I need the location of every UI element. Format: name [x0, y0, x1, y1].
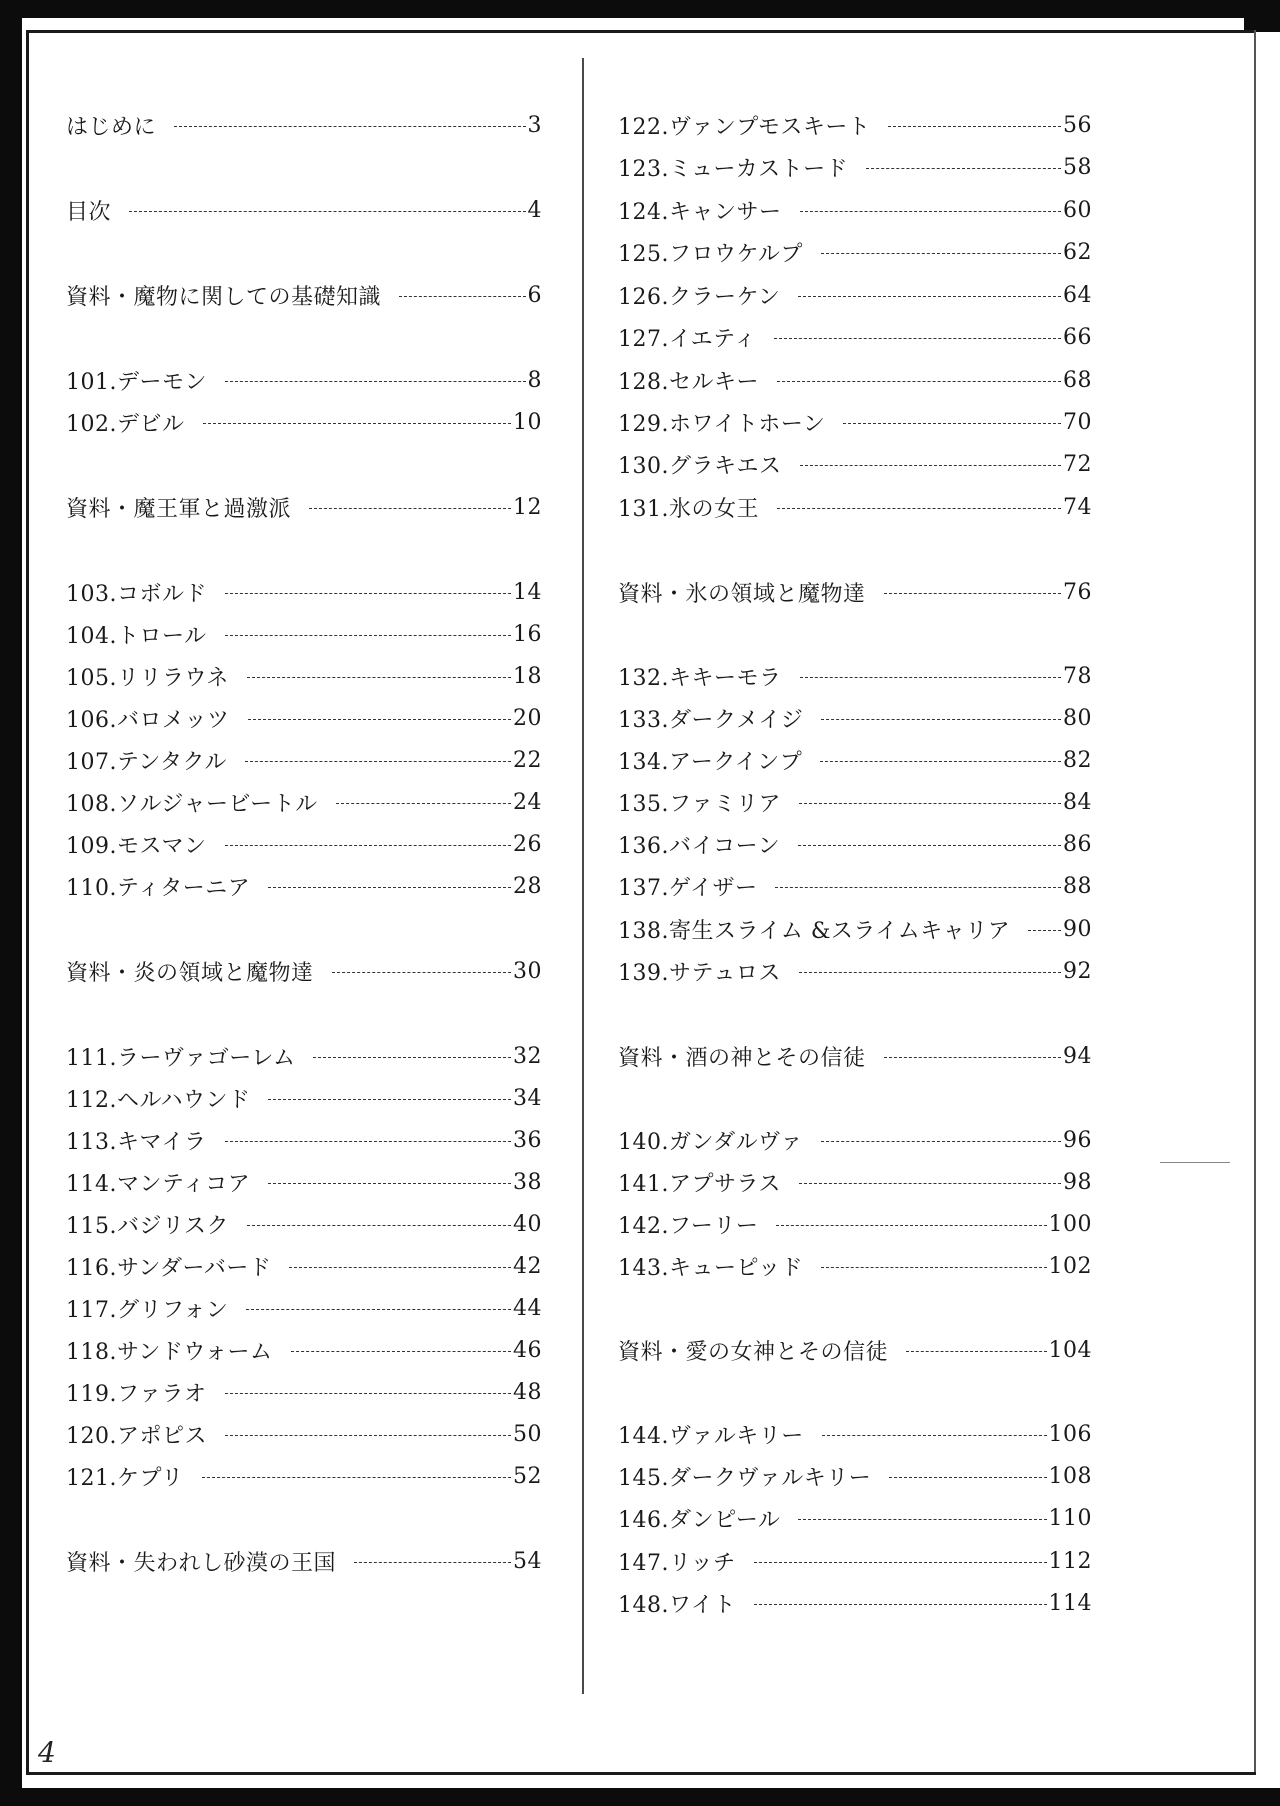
toc-entry-page: 8 [527, 367, 542, 393]
toc-entry [618, 108, 1092, 142]
toc-entry-title: 資料・酒の神とその信徒 [618, 1045, 866, 1071]
toc-entry-title: 120.アポピス [66, 1423, 207, 1449]
dot-leader [174, 126, 525, 127]
toc-entry-page: 52 [513, 1463, 542, 1489]
toc-entry-page: 54 [513, 1548, 542, 1574]
toc-entry [66, 490, 542, 524]
dot-leader [1028, 930, 1061, 931]
dot-leader [399, 296, 525, 297]
toc-entry-title: 143.キューピッド [618, 1255, 804, 1281]
toc-entry [618, 701, 1092, 735]
toc-entry-title: 122.ヴァンプモスキート [618, 114, 871, 140]
toc-entry [66, 617, 542, 651]
dot-leader [821, 253, 1061, 254]
toc-entry [66, 1207, 542, 1241]
toc-entry-page: 3 [527, 112, 542, 138]
toc-entry-page: 90 [1063, 916, 1092, 942]
dot-leader [225, 1435, 511, 1436]
dot-leader [884, 1057, 1061, 1058]
scan-border-bottom [0, 1788, 1280, 1806]
dot-leader [798, 296, 1061, 297]
toc-entry-page: 72 [1063, 451, 1092, 477]
toc-entry-page: 78 [1063, 663, 1092, 689]
toc-entry [618, 1207, 1092, 1241]
toc-entry-title: 126.クラーケン [618, 284, 781, 310]
toc-entry-page: 84 [1063, 789, 1092, 815]
toc-entry-page: 98 [1063, 1169, 1092, 1195]
toc-entry-title: 資料・氷の領域と魔物達 [618, 581, 866, 607]
toc-entry-title: 141.アプサラス [618, 1171, 781, 1197]
toc-entry-title: 129.ホワイトホーン [618, 411, 826, 437]
toc-entry-title: 117.グリフォン [66, 1297, 229, 1323]
dot-leader [884, 593, 1061, 594]
toc-entry-page: 86 [1063, 831, 1092, 857]
toc-entry [66, 405, 542, 439]
toc-entry-title: 127.イエティ [618, 326, 757, 352]
toc-entry-title: 109.モスマン [66, 833, 207, 859]
dot-leader [248, 719, 512, 720]
toc-entry-page: 92 [1063, 958, 1092, 984]
toc-entry [66, 785, 542, 819]
toc-entry-title: 105.リリラウネ [66, 665, 229, 691]
dot-leader [906, 1351, 1046, 1352]
toc-entry [66, 108, 542, 142]
dot-leader [777, 381, 1061, 382]
toc-entry-title: 142.フーリー [618, 1213, 759, 1239]
toc-entry-title: 目次 [66, 199, 112, 225]
toc-entry-page: 114 [1048, 1590, 1092, 1616]
toc-entry [618, 659, 1092, 693]
toc-entry-title: 137.ゲイザー [618, 875, 758, 901]
dot-leader [889, 1477, 1046, 1478]
dot-leader [754, 1562, 1047, 1563]
toc-entry-title: 125.フロウケルプ [618, 241, 803, 267]
toc-entry [66, 575, 542, 609]
toc-entry [66, 1375, 542, 1409]
toc-entry-title: 101.デーモン [66, 369, 207, 395]
toc-entry-page: 64 [1063, 282, 1092, 308]
dot-leader [354, 1562, 511, 1563]
toc-entry-title: 135.ファミリア [618, 791, 782, 817]
toc-entry-page: 80 [1063, 705, 1092, 731]
dot-leader [775, 887, 1061, 888]
toc-entry-title: 111.ラーヴァゴーレム [66, 1045, 296, 1071]
toc-entry-title: 113.キマイラ [66, 1129, 207, 1155]
frame-line-bottom [26, 1772, 1256, 1775]
toc-entry-page: 38 [513, 1169, 542, 1195]
toc-entry-page: 112 [1048, 1548, 1092, 1574]
toc-entry-page: 14 [513, 579, 542, 605]
toc-entry-title: 147.リッチ [618, 1550, 736, 1576]
dot-leader [268, 887, 511, 888]
toc-entry [618, 954, 1092, 988]
toc-entry-page: 70 [1063, 409, 1092, 435]
toc-entry [618, 827, 1092, 861]
dot-leader [754, 1604, 1047, 1605]
toc-entry [66, 1249, 542, 1283]
toc-entry [618, 869, 1092, 903]
toc-entry [66, 1291, 542, 1325]
toc-entry-title: 116.サンダーバード [66, 1255, 272, 1281]
toc-entry-title: 144.ヴァルキリー [618, 1423, 804, 1449]
toc-entry [618, 405, 1092, 439]
toc-entry [618, 1249, 1092, 1283]
toc-entry-title: 106.バロメッツ [66, 707, 230, 733]
toc-entry-page: 46 [513, 1337, 542, 1363]
toc-entry-page: 4 [527, 197, 542, 223]
toc-entry-title: 130.グラキエス [618, 453, 782, 479]
dot-leader [203, 423, 512, 424]
toc-entry [66, 954, 542, 988]
toc-entry-page: 36 [513, 1127, 542, 1153]
dot-leader [821, 1141, 1061, 1142]
toc-entry [66, 869, 542, 903]
toc-entry-page: 56 [1063, 112, 1092, 138]
toc-entry [618, 575, 1092, 609]
frame-line-left [26, 30, 29, 1774]
toc-entry-title: 資料・魔王軍と過激派 [66, 496, 292, 522]
toc-entry-page: 82 [1063, 747, 1092, 773]
toc-entry [618, 1459, 1092, 1493]
toc-entry-page: 20 [513, 705, 542, 731]
toc-entry [66, 1459, 542, 1493]
toc-entry-page: 74 [1063, 494, 1092, 520]
dot-leader [336, 803, 511, 804]
toc-entry [66, 1333, 542, 1367]
toc-entry-page: 110 [1048, 1505, 1092, 1531]
toc-entry-title: 139.サテュロス [618, 960, 781, 986]
toc-entry-title: 110.ティターニア [66, 875, 251, 901]
dot-leader [129, 211, 525, 212]
dot-leader [225, 381, 526, 382]
toc-entry-title: 134.アークインプ [618, 749, 803, 775]
dot-leader [821, 1267, 1046, 1268]
dot-leader [202, 1477, 511, 1478]
dot-leader [777, 508, 1061, 509]
scan-speck [1160, 1162, 1230, 1163]
toc-entry [618, 150, 1092, 184]
dot-leader [800, 677, 1062, 678]
toc-entry [618, 1123, 1092, 1157]
toc-entry [66, 1123, 542, 1157]
dot-leader [247, 677, 511, 678]
dot-leader [332, 972, 511, 973]
dot-leader [888, 126, 1061, 127]
dot-leader [225, 635, 511, 636]
toc-entry-page: 34 [513, 1085, 542, 1111]
toc-entry [66, 1081, 542, 1115]
toc-entry [618, 1586, 1092, 1620]
toc-entry [618, 447, 1092, 481]
dot-leader [843, 423, 1061, 424]
toc-entry-page: 28 [513, 873, 542, 899]
toc-entry-page: 6 [527, 282, 542, 308]
toc-entry-title: 128.セルキー [618, 369, 759, 395]
dot-leader [247, 1225, 511, 1226]
toc-entry [618, 1165, 1092, 1199]
toc-entry [618, 490, 1092, 524]
toc-entry-page: 100 [1048, 1211, 1092, 1237]
toc-entry-title: 112.ヘルハウンド [66, 1087, 251, 1113]
toc-entry-title: 資料・魔物に関しての基礎知識 [66, 284, 382, 310]
toc-entry [66, 743, 542, 777]
toc-entry-page: 50 [513, 1421, 542, 1447]
toc-entry [66, 363, 542, 397]
toc-entry [618, 1333, 1092, 1367]
dot-leader [822, 1435, 1047, 1436]
toc-entry-title: 資料・失われし砂漠の王国 [66, 1550, 337, 1576]
toc-entry-title: 132.キキーモラ [618, 665, 782, 691]
toc-entry-title: 102.デビル [66, 411, 185, 437]
toc-entry-page: 48 [513, 1379, 542, 1405]
toc-entry-title: 104.トロール [66, 623, 207, 649]
toc-entry [66, 1417, 542, 1451]
toc-entry-title: 資料・炎の領域と魔物達 [66, 960, 314, 986]
toc-entry-title: 133.ダークメイジ [618, 707, 804, 733]
toc-entry [618, 235, 1092, 269]
dot-leader [820, 761, 1061, 762]
toc-entry [66, 1039, 542, 1073]
toc-entry-page: 16 [513, 621, 542, 647]
toc-entry-title: 124.キャンサー [618, 199, 782, 225]
toc-entry-page: 12 [513, 494, 542, 520]
toc-entry-title: 148.ワイト [618, 1592, 736, 1618]
toc-entry [618, 193, 1092, 227]
toc-entry-page: 60 [1063, 197, 1092, 223]
toc-entry-page: 32 [513, 1043, 542, 1069]
toc-entry-title: 131.氷の女王 [618, 496, 759, 522]
toc-entry-title: 145.ダークヴァルキリー [618, 1465, 872, 1491]
frame-line-top [26, 30, 1256, 33]
dot-leader [291, 1351, 511, 1352]
dot-leader [313, 1057, 511, 1058]
dot-leader [309, 508, 511, 509]
toc-entry-page: 104 [1048, 1337, 1092, 1363]
toc-entry-page: 76 [1063, 579, 1092, 605]
toc-entry-title: 103.コボルド [66, 581, 207, 607]
toc-entry-page: 106 [1048, 1421, 1092, 1447]
toc-entry-page: 108 [1048, 1463, 1092, 1489]
toc-entry-title: 123.ミューカストード [618, 156, 849, 182]
toc-entry [66, 1544, 542, 1578]
frame-line-right [1254, 30, 1256, 1774]
dot-leader [245, 761, 511, 762]
toc-entry-title: 107.テンタクル [66, 749, 227, 775]
toc-entry [66, 827, 542, 861]
toc-entry-title: 140.ガンダルヴァ [618, 1129, 803, 1155]
toc-entry [66, 701, 542, 735]
toc-entry-page: 22 [513, 747, 542, 773]
toc-entry-page: 40 [513, 1211, 542, 1237]
toc-entry [66, 1165, 542, 1199]
toc-entry [618, 1039, 1092, 1073]
dot-leader [866, 168, 1061, 169]
toc-entry-title: 資料・愛の女神とその信徒 [618, 1339, 889, 1365]
toc-entry-title: 138.寄生スライム &スライムキャリア [618, 918, 1011, 944]
dot-leader [800, 465, 1062, 466]
dot-leader [225, 1393, 511, 1394]
toc-entry-page: 94 [1063, 1043, 1092, 1069]
toc-entry-title: 146.ダンピール [618, 1507, 781, 1533]
toc-entry [618, 1417, 1092, 1451]
dot-leader [225, 845, 511, 846]
toc-entry [618, 1501, 1092, 1535]
column-divider [582, 58, 584, 1694]
toc-entry-page: 96 [1063, 1127, 1092, 1153]
toc-entry-title: 114.マンティコア [66, 1171, 251, 1197]
toc-entry [618, 278, 1092, 312]
toc-entry-page: 30 [513, 958, 542, 984]
dot-leader [798, 1519, 1046, 1520]
toc-entry-page: 66 [1063, 324, 1092, 350]
dot-leader [799, 972, 1061, 973]
dot-leader [225, 1141, 511, 1142]
toc-entry [66, 278, 542, 312]
dot-leader [800, 211, 1062, 212]
toc-entry [618, 785, 1092, 819]
toc-entry-page: 88 [1063, 873, 1092, 899]
toc-entry-title: はじめに [66, 114, 157, 140]
dot-leader [799, 803, 1061, 804]
scan-border-corner [1244, 0, 1280, 32]
scan-border-left [0, 0, 22, 1806]
toc-entry-page: 44 [513, 1295, 542, 1321]
scan-border-top [0, 0, 1246, 18]
dot-leader [246, 1309, 511, 1310]
toc-entry-page: 18 [513, 663, 542, 689]
dot-leader [225, 593, 511, 594]
toc-entry-page: 68 [1063, 367, 1092, 393]
toc-entry-page: 24 [513, 789, 542, 815]
dot-leader [799, 1183, 1061, 1184]
toc-entry [618, 1544, 1092, 1578]
toc-entry-title: 115.バジリスク [66, 1213, 230, 1239]
dot-leader [776, 1225, 1046, 1226]
toc-entry-page: 62 [1063, 239, 1092, 265]
dot-leader [798, 845, 1061, 846]
toc-entry-page: 58 [1063, 154, 1092, 180]
toc-entry-page: 10 [513, 409, 542, 435]
toc-entry-title: 136.バイコーン [618, 833, 781, 859]
dot-leader [289, 1267, 511, 1268]
toc-entry-page: 42 [513, 1253, 542, 1279]
toc-entry-page: 102 [1048, 1253, 1092, 1279]
dot-leader [268, 1183, 511, 1184]
toc-entry-title: 121.ケプリ [66, 1465, 184, 1491]
toc-entry-title: 118.サンドウォーム [66, 1339, 273, 1365]
toc-entry [66, 659, 542, 693]
toc-entry-title: 108.ソルジャービートル [66, 791, 318, 817]
toc-entry [618, 912, 1092, 946]
toc-entry [618, 363, 1092, 397]
toc-entry [618, 320, 1092, 354]
toc-entry-title: 119.ファラオ [66, 1381, 207, 1407]
dot-leader [821, 719, 1061, 720]
dot-leader [268, 1099, 511, 1100]
toc-entry [618, 743, 1092, 777]
toc-entry-page: 26 [513, 831, 542, 857]
page-number: 4 [38, 1736, 56, 1769]
toc-entry [66, 193, 542, 227]
dot-leader [774, 338, 1061, 339]
